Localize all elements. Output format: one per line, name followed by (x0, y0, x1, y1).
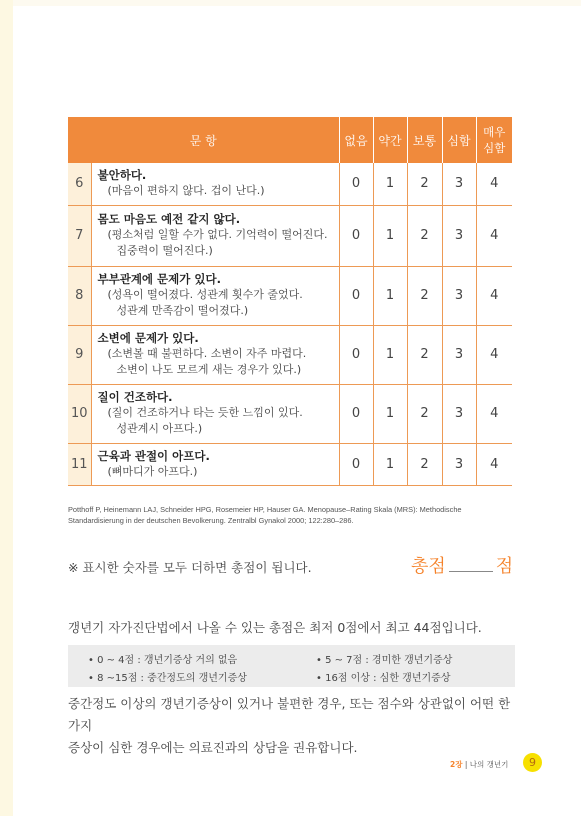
item-title: 부부관계에 문제가 있다. (97, 272, 221, 286)
footer-separator: | (462, 760, 470, 769)
item-title: 질이 건조하다. (97, 390, 173, 404)
citation-line: Standardisierung in der deutschen Bevolkerung. Zentralbl Gynakol 2000; 122:280–286. (68, 515, 354, 525)
legend-item: • 5 ~ 7점 : 경미한 갱년기증상 (316, 655, 453, 666)
item-number: 6 (68, 163, 91, 205)
score-severe: 3 (442, 443, 476, 485)
score-moderate: 2 (407, 443, 442, 485)
item-desc: 성관계시 아프다.) (116, 422, 203, 435)
header-very-severe-line2: 심함 (483, 141, 506, 155)
item-text (91, 205, 339, 266)
score-very-severe: 4 (476, 325, 512, 384)
score-severe: 3 (442, 384, 476, 443)
item-title: 불안하다. (97, 168, 147, 183)
item-number: 10 (68, 384, 91, 443)
chapter-label: 2장 (450, 760, 463, 769)
score-severe: 3 (442, 266, 476, 325)
item-desc: 집중력이 떨어진다.) (116, 244, 213, 257)
legend-item: • 16점 이상 : 심한 갱년기증상 (316, 673, 451, 684)
score-slight: 1 (373, 384, 407, 443)
item-title: 소변에 문제가 있다. (97, 331, 199, 345)
header-very-severe-line1: 매우 (483, 125, 506, 139)
total-label: 총점 (411, 556, 446, 577)
score-very-severe: 4 (476, 163, 512, 205)
left-margin-strip (0, 0, 13, 816)
score-moderate: 2 (407, 266, 442, 325)
score-slight: 1 (373, 443, 407, 485)
item-number: 9 (68, 325, 91, 384)
score-none: 0 (339, 266, 373, 325)
item-number: 8 (68, 266, 91, 325)
item-desc: 성관계 만족감이 떨어졌다.) (116, 304, 249, 317)
score-none: 0 (339, 163, 373, 205)
legend-item: • 0 ~ 4점 : 갱년기증상 거의 없음 (88, 655, 238, 666)
header-slight: 약간 (373, 117, 407, 163)
score-very-severe: 4 (476, 384, 512, 443)
score-moderate: 2 (407, 163, 442, 205)
item-text (91, 325, 339, 384)
score-very-severe: 4 (476, 266, 512, 325)
score-severe: 3 (442, 325, 476, 384)
item-number: 7 (68, 205, 91, 266)
score-severe: 3 (442, 205, 476, 266)
item-desc: (마음이 편하지 않다. 겁이 난다.) (107, 184, 265, 198)
item-desc: (뼈마디가 아프다.) (107, 464, 198, 478)
section-label: 나의 갱년기 (469, 760, 509, 769)
top-margin-strip (13, 0, 581, 6)
total-score-blank (411, 552, 513, 578)
item-desc: (평소처럼 일할 수가 없다. 기억력이 떨어진다. (107, 228, 328, 241)
score-slight: 1 (373, 325, 407, 384)
page-number: 9 (523, 753, 542, 772)
score-none: 0 (339, 205, 373, 266)
score-moderate: 2 (407, 325, 442, 384)
item-text (91, 384, 339, 443)
score-slight: 1 (373, 163, 407, 205)
item-text (91, 443, 339, 485)
header-item: 문 항 (68, 117, 339, 163)
header-severe: 심함 (442, 117, 476, 163)
advice-line: 증상이 심한 경우에는 의료진과의 상담을 권유합니다. (68, 740, 358, 755)
item-desc: 소변이 나도 모르게 새는 경우가 있다.) (116, 363, 302, 376)
table-row (68, 163, 512, 205)
total-underline (449, 555, 493, 572)
running-footer (450, 759, 508, 770)
table-header-row (68, 117, 512, 163)
symptom-table (68, 117, 512, 486)
score-legend-box (68, 645, 515, 687)
item-desc: (질이 건조하거나 타는 듯한 느낌이 있다. (107, 406, 303, 419)
total-unit: 점 (495, 556, 514, 577)
table-row (68, 205, 512, 266)
item-desc: (성욕이 떨어졌다. 성관계 횟수가 줄었다. (107, 288, 303, 301)
score-slight: 1 (373, 266, 407, 325)
citation-line: Potthoff P, Heinemann LAJ, Schneider HPG, Rosemeier HP, Hauser GA. Menopause–Rating Skala (MRS): Methodische (68, 505, 462, 514)
score-slight: 1 (373, 205, 407, 266)
header-moderate: 보통 (407, 117, 442, 163)
item-title: 근육과 관절이 아프다. (97, 448, 210, 463)
score-severe: 3 (442, 163, 476, 205)
score-none: 0 (339, 325, 373, 384)
score-range-text: 갱년기 자가진단법에서 나올 수 있는 총점은 최저 0점에서 최고 44점입니다. (68, 620, 482, 635)
score-moderate: 2 (407, 384, 442, 443)
score-none: 0 (339, 443, 373, 485)
item-text (91, 163, 339, 205)
score-moderate: 2 (407, 205, 442, 266)
table-row (68, 266, 512, 325)
legend-item: • 8 ~15점 : 중간정도의 갱년기증상 (88, 673, 247, 684)
item-desc: (소변볼 때 불편하다. 소변이 자주 마렵다. (107, 347, 307, 360)
advice-line: 중간정도 이상의 갱년기증상이 있거나 불편한 경우, 또는 점수와 상관없이 어떤 한 가지 (68, 696, 511, 733)
item-title: 몸도 마음도 예전 같지 않다. (97, 212, 241, 226)
item-text (91, 266, 339, 325)
table-row (68, 325, 512, 384)
score-very-severe: 4 (476, 443, 512, 485)
sum-instruction: ※ 표시한 숫자를 모두 더하면 총점이 됩니다. (68, 560, 312, 575)
advice-paragraph (68, 693, 518, 759)
citation (68, 505, 518, 526)
score-none: 0 (339, 384, 373, 443)
table-row (68, 384, 512, 443)
item-number: 11 (68, 443, 91, 485)
table-row (68, 443, 512, 485)
header-none: 없음 (339, 117, 373, 163)
score-very-severe: 4 (476, 205, 512, 266)
header-very-severe (476, 117, 512, 163)
